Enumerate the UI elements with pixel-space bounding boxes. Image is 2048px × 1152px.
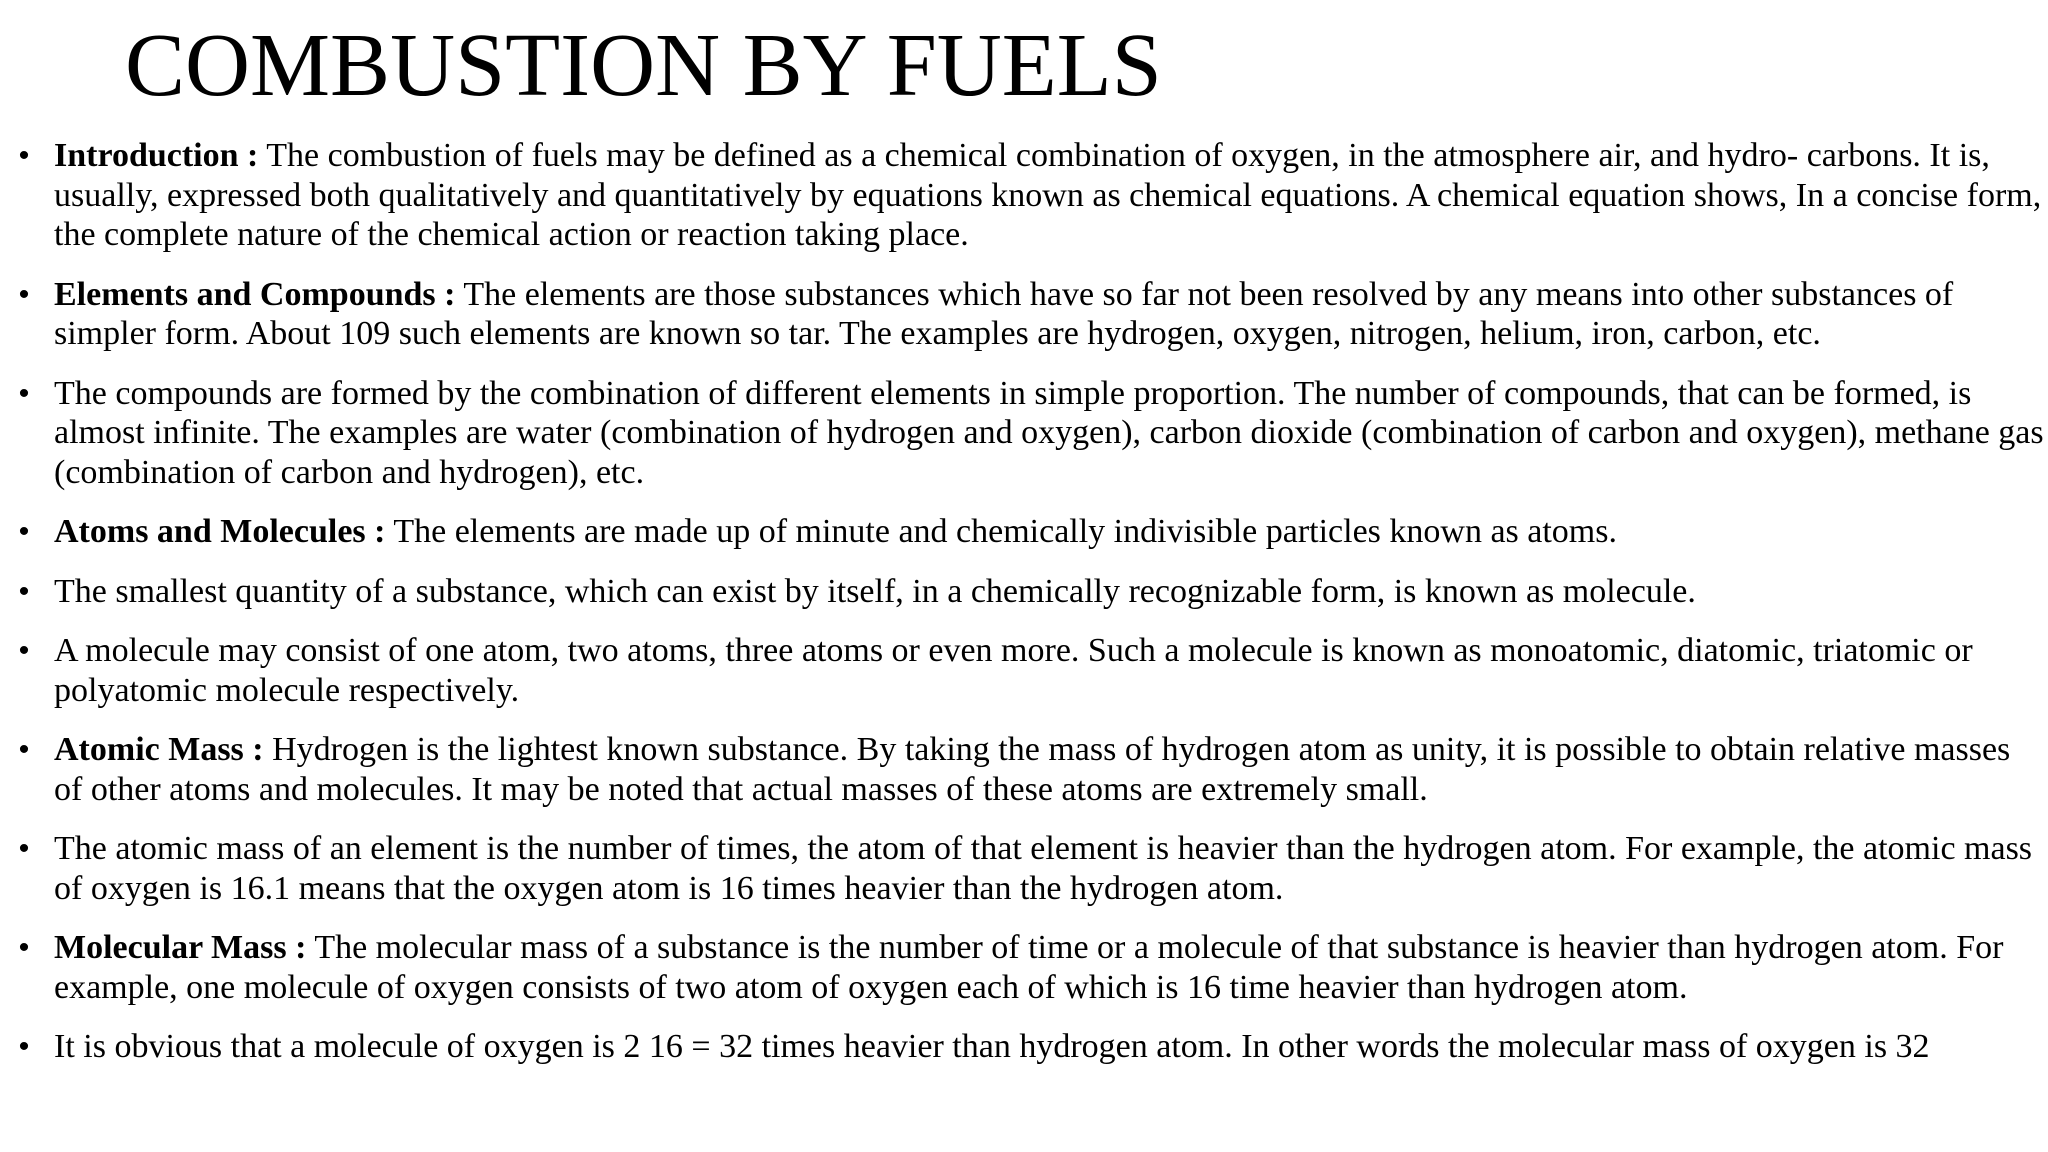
bullet-molecule-types <box>18 631 2044 710</box>
bullet-body: The compounds are formed by the combination of different elements in simple proportion. The number of compounds, that can be formed, is almost infinite. The examples are water (combination of hydrogen and oxygen), carbon dioxide (combination of carbon and oxygen), methane gas (combination of carbon and hydrogen), etc. <box>54 374 2044 491</box>
bullet-dot-icon: • <box>18 931 30 964</box>
bullet-dot-icon: • <box>18 277 30 311</box>
bullet-dot-icon: • <box>18 376 30 410</box>
bullet-text <box>54 572 2044 612</box>
bullet-text <box>54 829 2044 908</box>
bullet-dot-icon: • <box>18 139 30 172</box>
bullet-body: The combustion of fuels may be defined as a chemical combination of oxygen, in the atmosphere air, and hydro- carbons. It is, usually, expressed both qualitatively and quantitatively by equations known as chemical equations. A chemical equation shows, In a concise form, the complete nature of the chemical action or reaction taking place. <box>54 137 2042 253</box>
bullet-atomic-mass <box>18 730 2044 809</box>
bullet-body: It is obvious that a molecule of oxygen is 2 16 = 32 times heavier than hydrogen atom. In other words the molecular mass of oxygen is 32 <box>54 1028 1930 1065</box>
bullet-term: Introduction : <box>54 137 259 174</box>
bullet-molecular-mass <box>18 928 2044 1007</box>
bullet-text <box>54 136 2044 255</box>
bullet-text <box>54 928 2044 1007</box>
bullet-term: Elements and Compounds : <box>54 275 456 313</box>
bullet-term: Atoms and Molecules : <box>54 513 386 550</box>
bullet-text <box>54 512 2044 552</box>
bullet-body: The elements are those substances which have so far not been resolved by any means into other substances of simpler form. About 109 such elements are known so tar. The examples are hydrogen, oxygen, nitrogen, helium, iron, carbon, etc. <box>54 275 1954 352</box>
bullet-body: The elements are made up of minute and chemically indivisible particles known as atoms. <box>385 513 1617 550</box>
bullet-text <box>54 730 2044 809</box>
slide-title: COMBUSTION BY FUELS <box>125 16 1162 115</box>
bullet-text <box>54 374 2044 493</box>
bullet-dot-icon: • <box>18 634 30 667</box>
bullet-atomic-mass-definition <box>18 829 2044 908</box>
bullet-dot-icon: • <box>18 1030 30 1063</box>
bullet-text <box>54 631 2044 710</box>
bullet-compounds <box>18 374 2044 493</box>
bullet-text <box>54 275 2044 354</box>
bullet-body: Hydrogen is the lightest known substance. By taking the mass of hydrogen atom as unity, it is possible to obtain relative masses of other atoms and molecules. It may be noted that actual masses of these atoms are extremely small. <box>54 731 2011 808</box>
bullet-atoms-and-molecules <box>18 512 2044 552</box>
bullet-dot-icon: • <box>18 733 30 766</box>
bullet-text <box>54 1027 2044 1067</box>
bullet-oxygen-molecular-mass <box>18 1027 2044 1067</box>
bullet-term: Atomic Mass : <box>54 731 264 768</box>
bullet-body: The atomic mass of an element is the number of times, the atom of that element is heavier than the hydrogen atom. For example, the atomic mass of oxygen is 16.1 means that the oxygen atom is 16 times heavier than the hydrogen atom. <box>54 830 2033 907</box>
bullet-term: Molecular Mass : <box>54 929 307 966</box>
bullet-dot-icon: • <box>18 515 30 548</box>
bullet-introduction <box>18 136 2044 255</box>
bullet-elements-and-compounds <box>18 275 2044 354</box>
bullet-dot-icon: • <box>18 574 30 608</box>
bullet-list <box>18 136 2044 1087</box>
bullet-body: The smallest quantity of a substance, which can exist by itself, in a chemically recognizable form, is known as molecule. <box>54 572 1696 610</box>
bullet-body: A molecule may consist of one atom, two atoms, three atoms or even more. Such a molecule is known as monoatomic, diatomic, triatomic or polyatomic molecule respectively. <box>54 632 1973 709</box>
bullet-body: The molecular mass of a substance is the number of time or a molecule of that substance is heavier than hydrogen atom. For example, one molecule of oxygen consists of two atom of oxygen each of which is 16 time heavier than hydrogen atom. <box>54 929 2004 1006</box>
bullet-dot-icon: • <box>18 832 30 865</box>
bullet-smallest-quantity <box>18 572 2044 612</box>
